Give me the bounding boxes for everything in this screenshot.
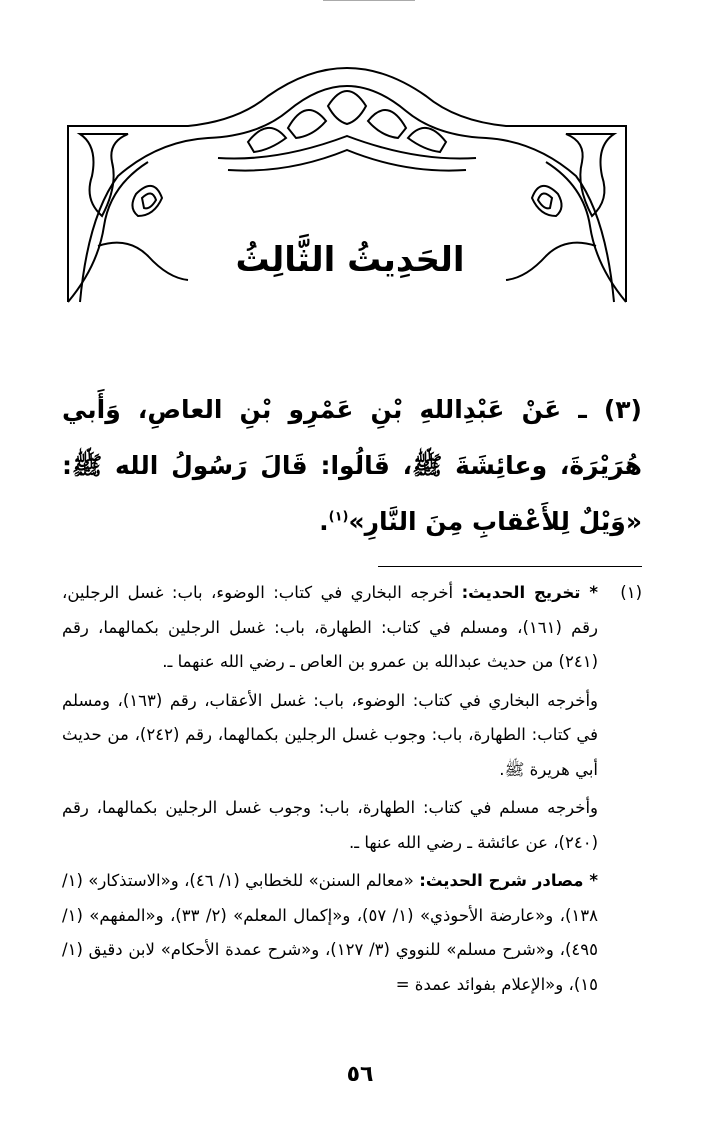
footnote-paragraph xyxy=(62,864,598,1002)
footnote-paragraph xyxy=(62,791,598,860)
footnote-text: أخرجه البخاري في كتاب: الوضوء، باب: غسل الرجلين، رقم (١٦١)، ومسلم في كتاب: الطهارة، باب: غسل الرجلين بكمالهما، رقم (٢٤١) من حديث عبدالله بن عمرو بن العاص ـ رضي الله عنهما ـ. xyxy=(62,583,598,671)
hadith-body: ـ عَنْ عَبْدِاللهِ بْنِ عَمْرِو بْنِ العاصِ، وَأَبي هُرَيْرَةَ، وعائِشَةَ ﷺ، قَالُوا: قَالَ رَسُولُ الله ﷺ: «وَيْلٌ لِلأَعْقابِ مِنَ النَّارِ» xyxy=(62,395,642,536)
footnote-number: (١) xyxy=(620,583,642,602)
vine-right xyxy=(546,162,626,302)
corner-swirl-left xyxy=(98,243,188,280)
corner-leaf-right-inner xyxy=(538,193,552,208)
footnote-text: «معالم السنن» للخطابي (١/ ٤٦)، و«الاستذكار» (١/ ١٣٨)، و«عارضة الأحوذي» (١/ ٥٧)، و«إكمال المعلم» (٢/ ٣٣)، و«المفهم» (١/ ٤٩٥)، و«شرح مسلم» للنووي (٣/ ١٢٧)، و«شرح عمدة الأحكام» لابن دقيق (١/ ١٥)، و«الإعلام بفوائد عمدة = xyxy=(62,871,598,994)
crown-arch-right-2 xyxy=(408,128,446,152)
footnotes-section xyxy=(62,576,642,1006)
footnote-item xyxy=(62,576,642,1006)
footnote-heading: * مصادر شرح الحديث: xyxy=(419,871,598,890)
crown-arch-center xyxy=(328,91,366,124)
crown-band-2 xyxy=(228,150,466,171)
corner-ornament-left xyxy=(80,134,128,216)
corner-swirl-right xyxy=(506,243,596,280)
corner-leaf-right xyxy=(532,186,562,216)
corner-ornament-right xyxy=(566,134,614,216)
footnote-paragraph xyxy=(62,576,598,680)
hadith-paragraph xyxy=(62,382,642,550)
hadith-end-mark: . xyxy=(319,507,329,536)
footnote-paragraph xyxy=(62,684,598,788)
footnote-heading: * تخريج الحديث: xyxy=(461,583,598,602)
chapter-title: الحَدِيثُ الثَّالِثُ xyxy=(235,240,465,280)
hadith-footnote-ref: (١) xyxy=(328,509,349,525)
top-rule xyxy=(323,0,415,1)
crown-arch-right xyxy=(368,110,406,138)
footnote-text: وأخرجه البخاري في كتاب: الوضوء، باب: غسل الأعقاب، رقم (١٦٣)، ومسلم في كتاب: الطهارة، باب: وجوب غسل الرجلين بكمالهما، رقم (٢٤٢)، من حديث أبي هريرة ﷺ. xyxy=(62,690,598,779)
hadith-text-block xyxy=(62,382,642,550)
corner-leaf-left-inner xyxy=(142,193,156,208)
footnote-separator xyxy=(378,566,642,567)
crown-arch-left-2 xyxy=(248,128,286,152)
corner-leaf-left xyxy=(132,186,162,216)
footnote-text: وأخرجه مسلم في كتاب: الطهارة، باب: وجوب غسل الرجلين بكمالهما، رقم (٢٤٠)، عن عائشة ـ رضي الله عنها ـ. xyxy=(62,798,598,852)
crown-arch-left xyxy=(288,110,326,138)
page-number: ٥٦ xyxy=(346,1062,374,1087)
hadith-number: (٣) xyxy=(603,395,642,424)
vine-left xyxy=(68,162,148,302)
crown-band xyxy=(218,136,476,159)
footnote-body xyxy=(62,576,598,1006)
